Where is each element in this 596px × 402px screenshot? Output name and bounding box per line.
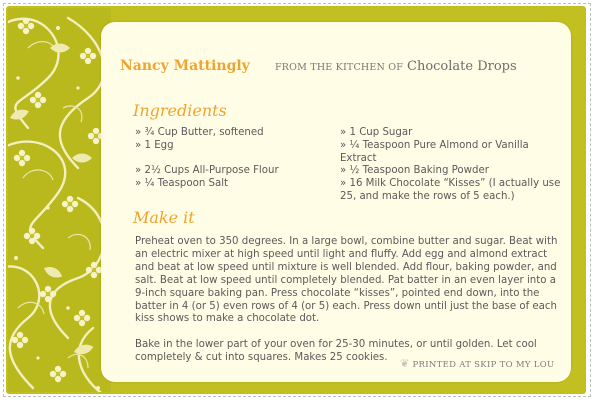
ingredient-item: » 2½ Cups All-Purpose Flour <box>135 165 279 177</box>
ingredients-list-left <box>135 127 335 191</box>
from-kitchen-label: FROM THE KITCHEN OF <box>275 62 404 73</box>
printed-at-footer <box>400 357 554 370</box>
ingredient-item: » ½ Teaspoon Baking Powder <box>340 165 489 177</box>
ingredient-item: » ¾ Cup Butter, softened <box>135 127 264 138</box>
instruction-paragraph: Bake in the lower part of your oven for 25-30 minutes, or until golden. Let cool completely & cut into squares. Makes 25 cookies. <box>135 339 537 364</box>
ingredient-item: » 16 Milk Chocolate “Kisses” (I actually use 25, and make the rows of 5 each.) <box>340 178 564 202</box>
ingredients-heading: Ingredients <box>133 101 227 120</box>
floral-pattern <box>8 8 111 392</box>
ingredient-item: » 1 Cup Sugar <box>340 127 413 138</box>
author-name: Nancy Mattingly <box>120 58 250 74</box>
swirl-icon: ❦ <box>400 357 410 370</box>
recipe-title: Chocolate Drops <box>407 59 517 74</box>
instruction-paragraph: Preheat oven to 350 degrees. In a large bowl, combine butter and sugar. Beat with an electric mixer at high speed until light and fluffy. Add egg and almond extract and beat at low speed until mixture is well blended. Add flour, baking powder, and salt. Beat at low speed until completely blended. Pat batter in an even layer into a 9-inch square baking pan. Press chocolate “kisses”, pointed end down, into the batter in 4 (or 5) even rows of 4 (or 5) each. Press down until just the base of each kiss shows to make a chocolate dot. <box>135 236 558 325</box>
ingredient-item: » ¼ Teaspoon Salt <box>135 178 229 190</box>
make-it-heading: Make it <box>133 208 195 227</box>
ingredient-item: » 1 Egg <box>135 139 174 151</box>
printed-at-label: PRINTED AT SKIP TO MY LOU <box>412 360 555 370</box>
ingredient-item: » ¼ Teaspoon Pure Almond or Vanilla Extract <box>340 139 533 164</box>
ingredients-list-right <box>340 127 565 204</box>
ingredient-spacer <box>135 153 335 166</box>
